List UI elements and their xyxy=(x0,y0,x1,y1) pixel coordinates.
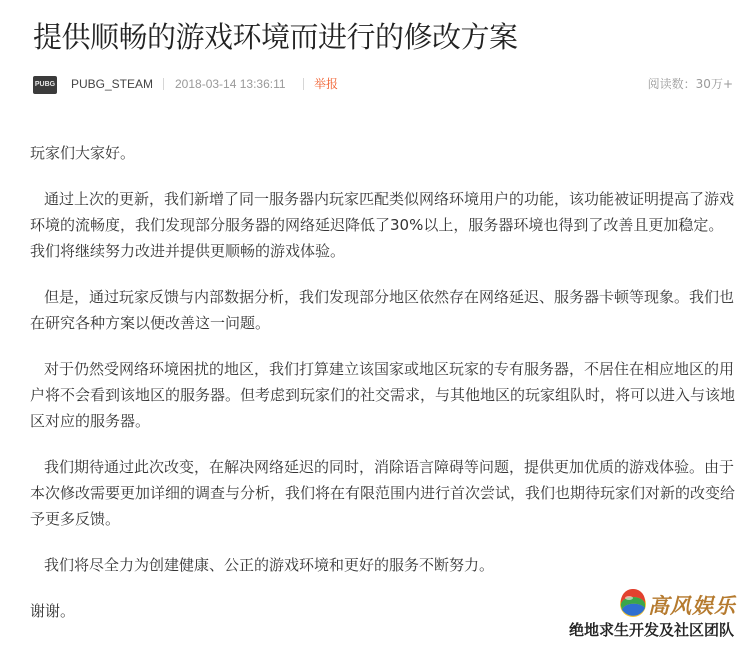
author-avatar[interactable]: PUBG xyxy=(33,76,57,94)
watermark-text: 高风娱乐 xyxy=(648,594,736,618)
article-title: 提供顺畅的游戏环境而进行的修改方案 xyxy=(33,20,518,54)
closing-paragraph: 谢谢。 xyxy=(30,602,76,620)
meta-divider xyxy=(303,78,304,90)
publish-date: 2018-03-14 13:36:11 xyxy=(175,77,286,91)
article-signature: 绝地求生开发及社区团队 xyxy=(568,621,734,639)
body-paragraph: 通过上次的更新，我们新增了同一服务器内玩家匹配类似网络环境用户的功能，该功能被证明提高了游戏环境的流畅度，我们发现部分服务器的网络延迟降低了30%以上，服务器环境也得到了改善且更加稳定。我们将继续努力改进并提供更顺畅的游戏体验。 xyxy=(30,190,735,260)
article-body xyxy=(30,140,738,644)
body-paragraph: 我们期待通过此次改变，在解决网络延迟的同时，消除语言障碍等问题，提供更加优质的游戏体验。由于本次修改需要更加详细的调查与分析，我们将在有限范围内进行首次尝试，我们也期待玩家们对新的改变给予更多反馈。 xyxy=(30,458,736,528)
meta-divider xyxy=(163,78,164,90)
watermark xyxy=(618,587,738,621)
greeting-paragraph: 玩家们大家好。 xyxy=(30,144,136,162)
article-meta xyxy=(33,72,733,96)
author-name[interactable]: PUBG_STEAM xyxy=(71,77,154,91)
read-count: 阅读数：30万+ xyxy=(647,77,733,91)
body-paragraph: 我们将尽全力为创建健康、公正的游戏环境和更好的服务不断努力。 xyxy=(44,556,495,574)
body-paragraph: 但是，通过玩家反馈与内部数据分析，我们发现部分地区依然存在网络延迟、服务器卡顿等现象。我们也在研究各种方案以便改善这一问题。 xyxy=(30,288,735,332)
body-paragraph: 对于仍然受网络环境困扰的地区，我们打算建立该国家或地区玩家的专有服务器，不居住在相应地区的用户将不会看到该地区的服务器。但考虑到玩家们的社交需求，与其他地区的玩家组队时，将可以进入与该地区对应的服务器。 xyxy=(30,360,736,430)
report-link[interactable]: 举报 xyxy=(314,77,339,91)
rainbow-orb-logo-icon xyxy=(618,589,648,619)
